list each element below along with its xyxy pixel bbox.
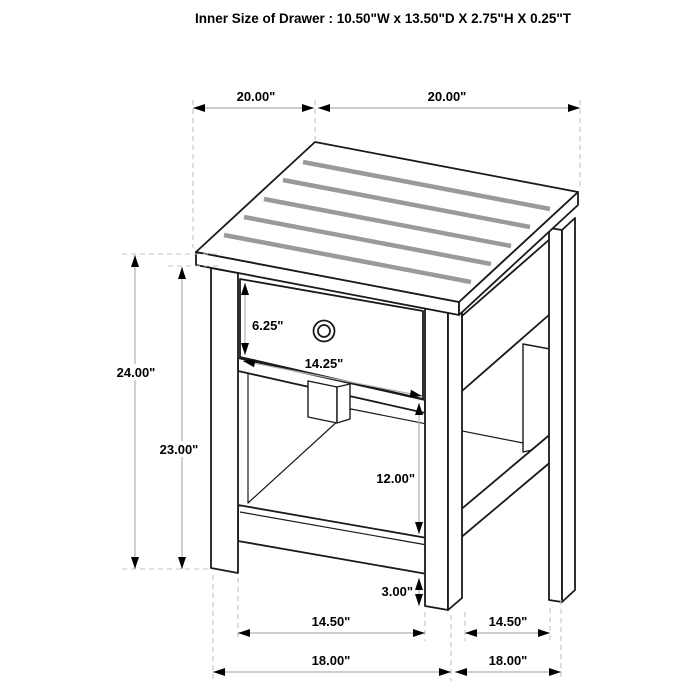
dim-label-front-outer-width: 18.00" [311, 653, 351, 668]
dim-label-top-left: 20.00" [236, 89, 276, 104]
front-left-leg [211, 268, 238, 573]
dim-label-compartment-height: 12.00" [376, 471, 415, 486]
drawing-title: Inner Size of Drawer : 10.50"W x 13.50"D X 2.75"H X 0.25"T [194, 11, 572, 26]
dim-label-height-under-top: 23.00" [159, 442, 199, 457]
dim-label-top-right: 20.00" [427, 89, 467, 104]
dim-label-front-inner-span: 14.50" [311, 614, 351, 629]
dim-label-side-outer-depth: 18.00" [488, 653, 528, 668]
side-back-panel [523, 344, 550, 452]
front-right-leg [425, 300, 462, 610]
dim-label-foot-clearance: 3.00" [381, 584, 413, 599]
dim-label-overall-height: 24.00" [116, 365, 156, 380]
dim-label-side-inner-span: 14.50" [488, 614, 528, 629]
dim-label-drawer-height: 6.25" [252, 318, 284, 333]
dim-label-drawer-width: 14.25" [304, 356, 344, 371]
back-right-leg [549, 218, 575, 602]
drawer-support-block [308, 381, 350, 423]
